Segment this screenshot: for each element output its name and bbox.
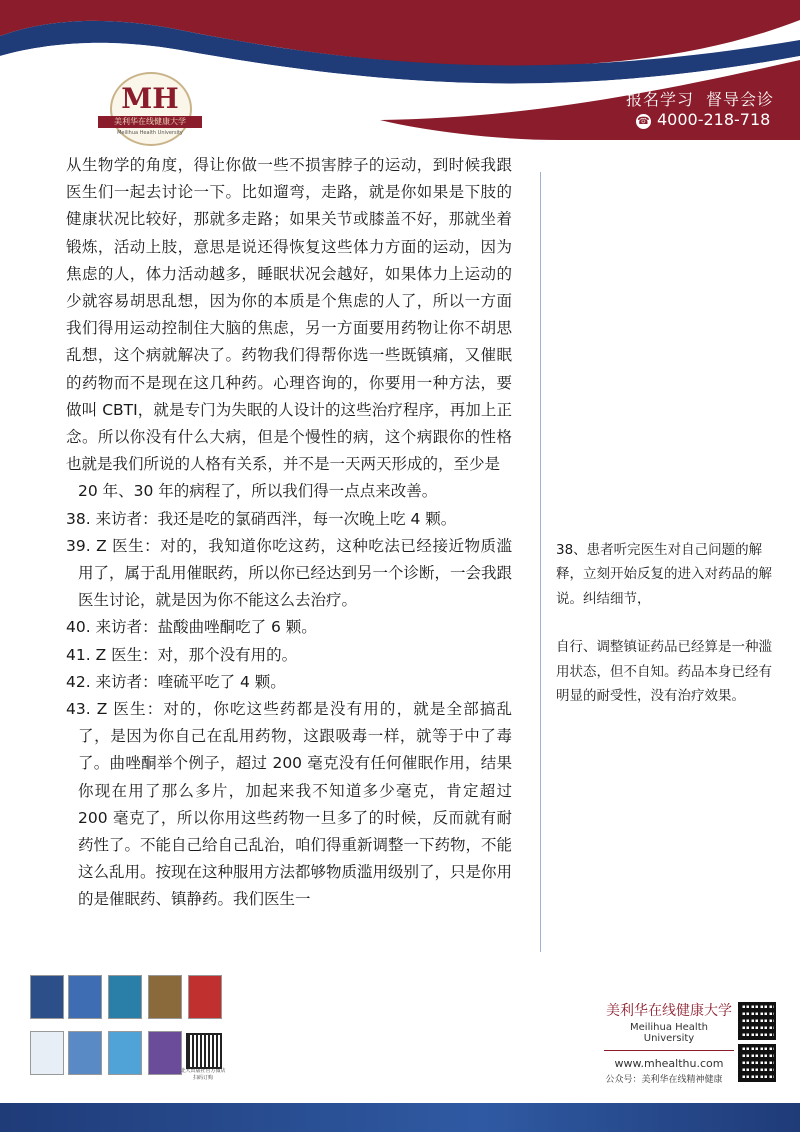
transcript-body	[66, 152, 512, 914]
margin-note-38: 38、患者听完医生对自己问题的解释，立刻开始反复的进入对药品的解说。纠结细节，	[556, 542, 772, 607]
transcript-turn-39: 39. Z 医生：对的，我知道你吃这药，这种吃法已经接近物质滥用了，属于乱用催眠药，所以你已经达到另一个诊断，一会我跟医生讨论，就是因为你不能这么去治疗。	[66, 536, 513, 610]
bookstore-qr-caption: 北大出版社官方微店 扫码订购	[180, 1068, 226, 1081]
bookstore-qr-code	[186, 1033, 222, 1069]
transcript-continuation: 从生物学的角度，得让你做一些不损害脖子的运动，到时候我跟医生们一起去讨论一下。比如遛弯，走路，就是你如果是下肢的健康状况比较好，那就多走路；如果关节或膝盖不好，那就坐着锻炼，活动上肢，意思是说还得恢复这些体力方面的运动，因为焦虑的人，体力活动越多，睡眠状况会越好，如果体力上运动的少就容易胡思乱想，因为你的本质是个焦虑的人了，所以一方面我们得用运动控制住大脑的焦虑，另一方面要用药物让你不胡思乱想，这个病就解决了。药物我们得帮你选一些既镇痛，又催眠的药物而不是现在这几种药。心理咨询的，你要用一种方法，要做叫 CBTI，就是专门为失眠的人设计的这些治疗程序，再加上正念。所以你没有什么大病，但是个慢性的病，这个病跟你的性格也就是我们所说的人格有关系，并不是一天两天形成的，至少是	[66, 156, 512, 474]
header-phone	[636, 110, 770, 129]
university-logo	[96, 72, 204, 144]
slogan-consult: 督导会诊	[706, 90, 775, 109]
phone-number: 4000-218-718	[657, 110, 771, 129]
book-cover-5	[188, 975, 222, 1019]
transcript-turn-38: 38. 来访者：我还是吃的氯硝西泮，每一次晚上吃 4 颗。	[66, 509, 457, 528]
footer-brand	[604, 1000, 734, 1085]
transcript-turn-40: 40. 来访者：盐酸曲唑酮吃了 6 颗。	[66, 618, 317, 637]
footer-wechat-account: 公众号：美利华在线精神健康	[605, 1075, 723, 1085]
transcript-turn-42: 42. 来访者：喹硫平吃了 4 颗。	[66, 672, 286, 691]
book-cover-1	[30, 975, 64, 1019]
book-cover-8	[108, 1031, 142, 1075]
website-qr-code	[738, 1002, 776, 1040]
book-cover-7	[68, 1031, 102, 1075]
transcript-continuation-end: 20 年、30 年的病程了，所以我们得一点点来改善。	[78, 482, 438, 501]
footer-website-link[interactable]: www.mhealthu.com	[614, 1057, 724, 1070]
wechat-qr-code	[738, 1044, 776, 1082]
footer-brand-name: 美利华在线健康大学	[606, 1003, 732, 1019]
book-cover-9	[148, 1031, 182, 1075]
footer-brand-english: Meilihua Health University	[630, 1022, 708, 1044]
logo-initials: MH	[121, 82, 179, 115]
column-divider	[540, 172, 541, 952]
transcript-turn-43: 43. Z 医生：对的，你吃这些药都是没有用的，就是全部搞乱了，是因为你自己在乱用药物，这跟吸毒一样，就等于中了毒了。曲唑酮举个例子，超过 200 毫克没有任何催眠作用，结果你现在用了那么多片，加起来我不知道多少毫克，肯定超过 200 毫克了，所以你用这些药物一旦多了的时候，反而就有耐药性了。不能自己给自己乱治，咱们得重新调整一下药物，不能这么乱用。按现在这种服用方法都够物质滥用级别了，只是你用的是催眠药、镇静药。我们医生一	[66, 700, 513, 909]
logo-ribbon: 美利华在线健康大学	[98, 116, 202, 128]
book-covers	[30, 975, 240, 1085]
transcript-turn-41: 41. Z 医生：对，那个没有用的。	[66, 645, 298, 664]
footer-rule	[604, 1050, 734, 1051]
slogan-enroll: 报名学习	[626, 90, 695, 109]
book-cover-4	[148, 975, 182, 1019]
book-cover-6	[30, 1031, 64, 1075]
book-cover-3	[108, 975, 142, 1019]
logo-subtitle: Meilihua Health University	[117, 130, 183, 136]
footer-band	[0, 1103, 800, 1132]
book-cover-2	[68, 975, 102, 1019]
phone-icon: ☎	[637, 116, 650, 127]
header-slogan	[626, 87, 786, 110]
margin-note-medication: 自行、调整镇证药品已经算是一种滥用状态，但不自知。药品本身已经有明显的耐受性，没有治疗效果。	[556, 639, 772, 705]
margin-notes	[556, 538, 782, 732]
